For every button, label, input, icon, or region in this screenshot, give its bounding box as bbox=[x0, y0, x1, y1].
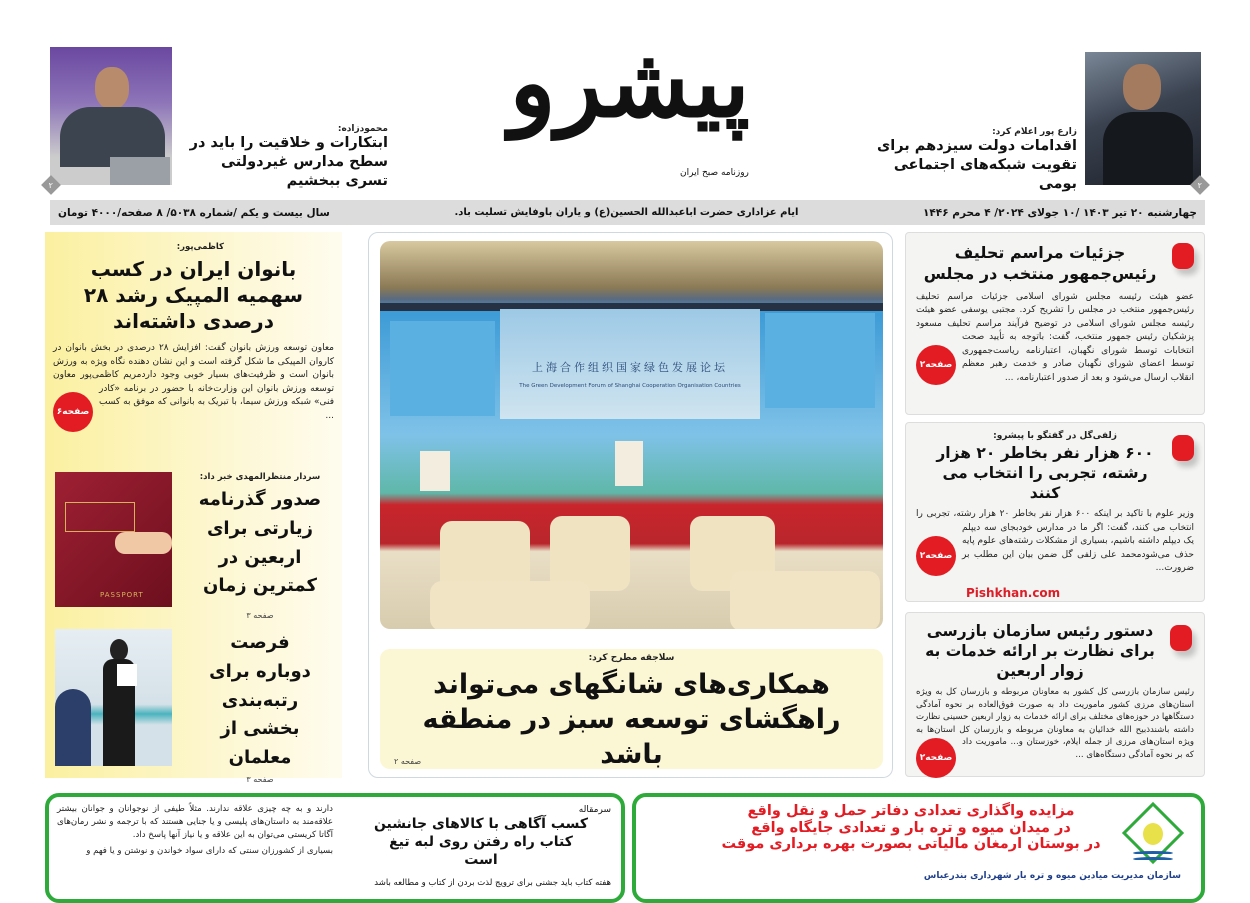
page-badge[interactable]: صفحه۲ bbox=[916, 738, 956, 778]
story-kicker: کاظمی‌پور: bbox=[176, 242, 224, 252]
editorial-box bbox=[45, 793, 625, 903]
banner-chinese: 上海合作组织国家绿色发展论坛 bbox=[532, 361, 728, 374]
editorial-column bbox=[57, 803, 333, 858]
page-badge[interactable]: صفحه۲ bbox=[916, 345, 956, 385]
banner-english: The Green Development Forum of Shanghai Cooperation Organisation Countries bbox=[519, 383, 741, 389]
editorial-intro: هفته کتاب باید جشنی برای ترویج لذت بردن از کتاب و مطالعه باشد bbox=[374, 877, 611, 888]
bullet-icon bbox=[1170, 625, 1192, 651]
editorial-text: بسیاری از کشورزان سنتی که دارای سواد خواندن و نوشتن و یا فهم و bbox=[86, 845, 333, 856]
issue-date: چهارشنبه ۲۰ تیر ۱۴۰۳ /۱۰ جولای ۲۰۲۴/ ۴ محرم ۱۴۴۶ bbox=[922, 206, 1197, 219]
ad-subline: سازمان مدیریت میادین میوه و تره بار شهرداری بندرعباس bbox=[923, 871, 1181, 881]
story-headline[interactable]: اقدامات دولت سیزدهم برای تقویت شبکه‌های اجتماعی بومی bbox=[877, 138, 1077, 192]
bullet-icon bbox=[1172, 435, 1194, 461]
ad-headline-line: در میدان میوه و تره بار و تعدادی جایگاه واقع bbox=[751, 819, 1071, 836]
editorial-kicker: سرمقاله bbox=[578, 805, 611, 815]
tagline: روزنامه صبح ایران bbox=[680, 168, 749, 178]
right-story-1[interactable] bbox=[905, 232, 1205, 415]
top-right-story[interactable] bbox=[862, 127, 1077, 194]
editorial-headline[interactable]: کسب آگاهی با کالاهای جانشین کتاب راه رفتن روی لبه تیغ است bbox=[373, 816, 589, 869]
organization-logo bbox=[1123, 807, 1183, 867]
top-left-story[interactable] bbox=[178, 124, 388, 191]
left-story-3[interactable] bbox=[180, 629, 340, 784]
story-headline[interactable]: همکاری‌های شانگهای می‌تواند راهگشای توسعه سبز در منطقه باشد bbox=[422, 669, 841, 771]
left-story-1[interactable] bbox=[45, 232, 342, 423]
page-ref: صفحه ۳ bbox=[246, 774, 274, 784]
page-badge[interactable]: صفحه۶ bbox=[53, 392, 93, 432]
left-column bbox=[45, 232, 342, 784]
forum-photo bbox=[380, 241, 883, 629]
page-ref: صفحه ۳ bbox=[246, 611, 274, 621]
masthead-logo bbox=[509, 10, 780, 195]
right-story-3[interactable] bbox=[905, 612, 1205, 777]
story-body: عضو هیئت رئیسه مجلس شورای اسلامی جزئیات مراسم تحلیف رئیس‌جمهور منتخب در مجلس را تشریح کرد. مجتبی یوسفی عضو هیئت رئیسه مجلس شورای اسلامی در توضیح فرآیند مراسم تحلیف مسعود پزشکیان رئیس جمهور منتخب، گفت: باتوجه به تأیید صحت انتخابات توسط شورای نگهبان، اعتبارنامه ریاست‌جمهوری توسط اعضای شورای نگهبان صادر و خدمت رهبر معظم انقلاب ارسال می‌شود و بعد از صدور اعتبارنامه، ... bbox=[916, 291, 1194, 383]
headline-box bbox=[380, 649, 883, 769]
passport-photo bbox=[55, 472, 172, 607]
story-body: وزیر علوم با تاکید بر اینکه ۶۰۰ هزار نفر بخاطر ۲۰ هزار رشته، تجربی را انتخاب می کنند، گفت: اگر ما در مدارس خودبجای سه دیپلم یک دیپلم داشته باشیم، بسیاری از مشکلات رشته‌های علوم پایه حذف می‌شودمحمد علی زلفی گل ضمن بیان این مطلب بر ضرورت... bbox=[916, 509, 1194, 574]
ad-headline bbox=[721, 803, 1101, 853]
page-badge[interactable]: صفحه۲ bbox=[916, 536, 956, 576]
story-kicker: زلفی‌گل در گفتگو با پیشرو: bbox=[993, 431, 1117, 441]
page-ref: صفحه ۲ bbox=[394, 757, 422, 766]
mourning-notice: ایام عزاداری حضرت اباعبدالله الحسین(ع) و یاران باوفایش تسلیت باد. bbox=[454, 207, 799, 218]
auction-ad[interactable] bbox=[632, 793, 1205, 903]
top-left-story-photo bbox=[50, 47, 172, 185]
story-body: رئیس سازمان بازرسی کل کشور به معاونان مربوطه و بازرسان کل به ویژه استان‌های مرزی کشور ماموریت داد به صورت فوق‌العاده بر نحوه آمادگی دستگاهها در حوزه‌های مختلف برای ارائه خدمات به زوار اربعین حسینی نظارت داشته باشندذبیح الله خدائیان به معاونان مربوطه و بازرسان کل استان‌ها به ویژه استان‌های مرزی از جمله ایلام، خوزستان و... ماموریت داد که بر نحوه آمادگی دستگاه‌های ... bbox=[916, 687, 1194, 760]
story-kicker: سردار منتظرالمهدی خبر داد: bbox=[199, 472, 321, 482]
editorial-text: دارند و به چه چیزی علاقه ندارند. مثلاً طیفی از نوجوانان و جوانان بیشتر علاقه‌مند به داستان‌های پلیسی و یا جنایی هستند که با ترجمه و نشر رمان‌های آگاتا کریستی می‌توان به این علاقه و یا نیاز آنها پاسخ داد. bbox=[57, 804, 333, 840]
story-headline[interactable]: فرصت دوباره برای رتبه‌بندی بخشی از معلمان bbox=[209, 632, 311, 769]
date-bar bbox=[50, 200, 1205, 225]
story-headline[interactable]: بانوان ایران در کسب سهمیه المپیک رشد ۲۸ درصدی داشته‌اند bbox=[83, 257, 304, 333]
ad-headline-line: در بوستان ارمغان مالیاتی بصورت بهره برداری موقت bbox=[721, 836, 1101, 853]
bullet-icon bbox=[1172, 243, 1194, 269]
story-kicker: سلاجقه مطرح کرد: bbox=[588, 653, 675, 663]
left-story-2[interactable] bbox=[180, 472, 340, 620]
story-headline[interactable]: ابتکارات و خلاقیت را باید در سطح مدارس غیردولتی تسری ببخشیم bbox=[189, 135, 388, 189]
logo-text: پیشرو bbox=[509, 26, 750, 139]
page-marker-icon: ۲ bbox=[41, 175, 61, 195]
story-headline[interactable]: دستور رئیس سازمان بازرسی برای نظارت بر ارائه خدمات به زوار اربعین bbox=[925, 622, 1155, 681]
teacher-photo bbox=[55, 629, 172, 766]
story-headline[interactable]: صدور گذرنامه زیارتی برای اربعین در کمترین زمان bbox=[198, 489, 322, 597]
story-kicker: زارع پور اعلام کرد: bbox=[992, 127, 1077, 137]
story-kicker: محمودزاده: bbox=[337, 124, 388, 134]
story-headline[interactable]: ۶۰۰ هزار نفر بخاطر ۲۰ هزار رشته، تجربی را انتخاب می کنند bbox=[936, 444, 1154, 503]
editorial-story[interactable] bbox=[351, 805, 611, 888]
story-headline[interactable]: جزئیات مراسم تحلیف رئیس‌جمهور منتخب در مجلس bbox=[923, 243, 1157, 283]
center-story[interactable] bbox=[368, 232, 893, 778]
top-right-story-photo bbox=[1085, 52, 1201, 185]
passport-text: PASSPORT bbox=[100, 591, 144, 599]
right-story-2[interactable] bbox=[905, 422, 1205, 602]
pishkhan-watermark: Pishkhan.com bbox=[966, 585, 1061, 600]
issue-info: سال بیست و یکم /شماره ۵۰۳۸/ ۸ صفحه/۴۰۰۰ تومان bbox=[58, 206, 330, 219]
story-body: معاون توسعه ورزش بانوان گفت: افزایش ۲۸ درصدی در بخش بانوان در کاروان المپیکی ما شکل گرفته است و این نشان دهنده نگاه ویژه به ورزش بانوان است و ظرفیت‌های بسیار خوبی وجود داردمریم کاظمی‌پور معاون توسعه ورزش بانوان این وزارت‌خانه با حضور در برنامه «کادر فنی» شبکه ورزش سیما، با تبریک به بانوانی که موفق به کسب ... bbox=[53, 343, 335, 421]
page-marker-icon: ۲ bbox=[1190, 175, 1210, 195]
ad-headline-line: مزایده واگذاری تعدادی دفاتر حمل و نقل واقع bbox=[747, 803, 1075, 819]
